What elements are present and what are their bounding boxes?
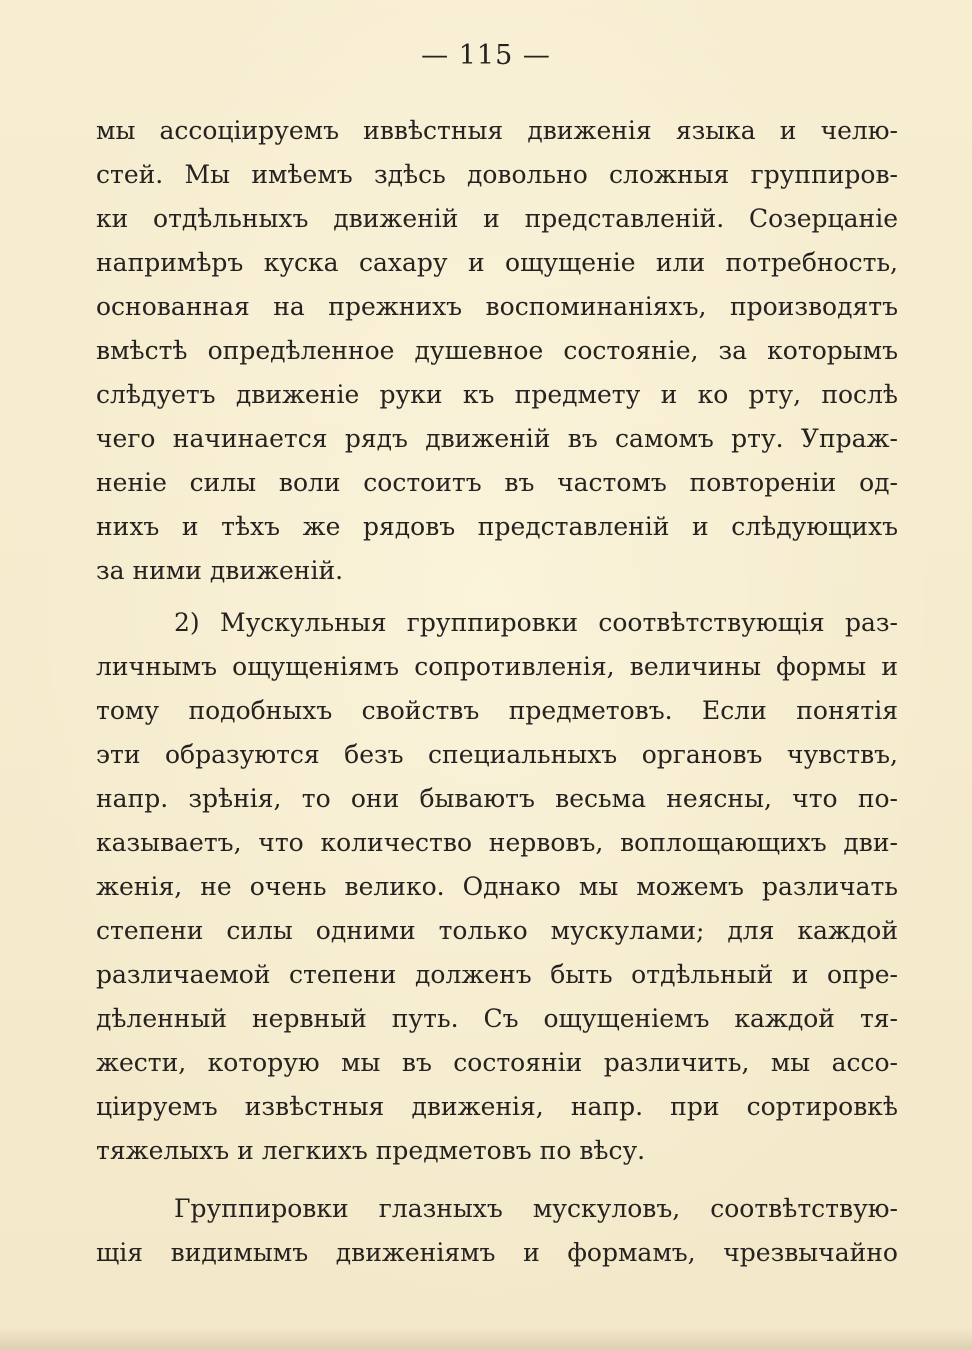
paragraph-2 bbox=[96, 601, 898, 1173]
text-line: дѣленный нервный путь. Съ ощущенiемъ каждой тя- bbox=[96, 1004, 898, 1033]
text-line: жести, которую мы въ состоянiи различить, мы ассо- bbox=[96, 1048, 898, 1077]
text-line: слѣдуетъ движенiе руки къ предмету и ко рту, послѣ bbox=[96, 380, 898, 409]
text-line: ки отдѣльныхъ движенiй и представленiй. Созерцанiе bbox=[96, 204, 898, 233]
text-line: эти образуются безъ специальныхъ органовъ чувствъ, bbox=[96, 740, 898, 769]
text-line: степени силы одними только мускулами; для каждой bbox=[96, 916, 898, 945]
text-line: различаемой степени долженъ быть отдѣльный и опре- bbox=[96, 960, 898, 989]
text-line: за ними движенiй. bbox=[96, 556, 344, 585]
text-body bbox=[96, 109, 898, 1275]
text-line: тяжелыхъ и легкихъ предметовъ по вѣсу. bbox=[96, 1136, 646, 1165]
paragraph-1 bbox=[96, 109, 898, 593]
page-number: — 115 — bbox=[421, 40, 551, 71]
paragraph-3 bbox=[96, 1187, 898, 1275]
text-line: 2) Мускульныя группировки соотвѣтствующiя раз- bbox=[174, 608, 898, 637]
text-line: женiя, не очень велико. Однако мы можемъ различать bbox=[96, 872, 898, 901]
text-line: основанная на прежнихъ воспоминанiяхъ, производятъ bbox=[96, 292, 898, 321]
text-line: напр. зрѣнiя, то они бываютъ весьма неясны, что по- bbox=[96, 784, 898, 813]
text-line: тому подобныхъ свойствъ предметовъ. Если понятiя bbox=[96, 696, 898, 725]
text-line: цiируемъ извѣстныя движенiя, напр. при сортировкѣ bbox=[96, 1092, 898, 1121]
page-bottom-edge bbox=[0, 1328, 972, 1350]
text-line: ненiе силы воли состоитъ въ частомъ повторенiи од- bbox=[96, 468, 898, 497]
text-line: стей. Мы имѣемъ здѣсь довольно сложныя группиров- bbox=[96, 160, 898, 189]
text-line: вмѣстѣ опредѣленное душевное состоянiе, за которымъ bbox=[96, 336, 898, 365]
text-line: казываетъ, что количество нервовъ, воплощающихъ дви- bbox=[96, 828, 898, 857]
text-line: щiя видимымъ движенiямъ и формамъ, чрезвычайно bbox=[96, 1238, 898, 1267]
text-line: Группировки глазныхъ мускуловъ, соотвѣтствую- bbox=[174, 1194, 898, 1223]
text-line: чего начинается рядъ движенiй въ самомъ рту. Упраж- bbox=[96, 424, 898, 453]
text-line: напримѣръ куска сахару и ощущенiе или потребность, bbox=[96, 248, 898, 277]
text-line: нихъ и тѣхъ же рядовъ представленiй и слѣдующихъ bbox=[96, 512, 898, 541]
text-line: личнымъ ощущенiямъ сопротивленiя, величины формы и bbox=[96, 652, 898, 681]
text-line: мы ассоцiируемъ иввѣстныя движенiя языка и челю- bbox=[96, 116, 898, 145]
